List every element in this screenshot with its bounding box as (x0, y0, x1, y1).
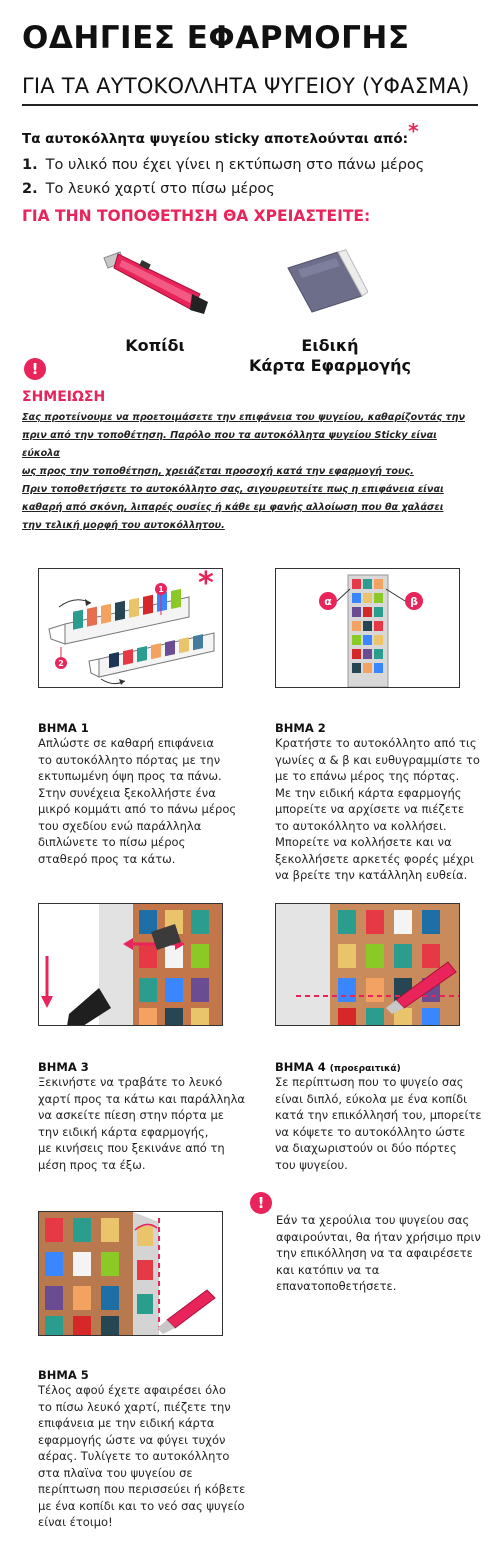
card-label-line: Ειδική (301, 336, 359, 355)
note-heading: ΣΗΜΕΙΩΣΗ (22, 389, 106, 405)
alert-icon: ! (250, 1192, 272, 1214)
marker-alpha: α (324, 595, 332, 608)
knife-label: Κοπίδι (125, 336, 185, 355)
tools-heading: ΓΙΑ ΤΗΝ ΤΟΠΟΘΕΤΗΣΗ ΘΑ ΧΡΕΙΑΣΤΕΙΤΕ: (22, 207, 371, 225)
marker-beta: β (410, 595, 418, 608)
components-list (22, 153, 424, 201)
sticker-strip (49, 589, 214, 677)
marker-2: 2 (58, 659, 64, 668)
asterisk-marker: * (408, 119, 419, 143)
cutter-knife-icon (100, 248, 215, 320)
asterisk-icon: * (198, 566, 214, 601)
title-divider (22, 104, 478, 106)
step3-illustration (38, 903, 223, 1026)
alert-icon: ! (24, 358, 46, 380)
step3-text: ΒΗΜΑ 3 Ξεκινήστε να τραβάτε το λευκό χαρτί προς τα κάτω και παράλληλα να ασκείτε πίεση στην πόρτα με την ειδική κάρτα εφαρμογής, με κινήσεις που ξεκινάνε από τη μέση προς τα έξω. (38, 1060, 248, 1173)
step2-title: ΒΗΜΑ 2 (275, 721, 326, 735)
handle-tip-text: Εάν τα χερούλια του ψυγείου σας αφαιρούνται, θα ήταν χρήσιμο πριν την επικόλληση να τα αφαιρέσετε και κατόπιν να τα επανατοποθετήσετε. (276, 1213, 481, 1293)
card-label (240, 336, 420, 376)
list-item: 2. Το λευκό χαρτί στο πίσω μέρος (22, 181, 275, 197)
list-item: 1. Το υλικό που έχει γίνει η εκτύπωση στο πάνω μέρος (22, 157, 425, 173)
step5-illustration (38, 1211, 223, 1336)
note-body: Σας προτείνουμε να προετοιμάσετε την επιφάνεια του ψυγείου, καθαρίζοντάς την πριν από την τοποθέτηση. Παρόλο που τα αυτοκόλλητα ψυγείου Sticky είναι εύκολα ως προς την τοποθέτηση, χρειάζεται προσοχή κατά την εφαρμογή τους. Πριν τοποθετήσετε το αυτοκόλλητο σας, σιγουρευτείτε πως η επιφάνεια είναι καθαρή από σκόνη, λιπαρές ουσίες ή κάθε εμ φανής αλλοίωση που θα χαλάσει την τελική μορφή του αυτοκόλλητου. (22, 412, 465, 531)
step4-illustration (275, 903, 460, 1026)
step2-text: ΒΗΜΑ 2 Κρατήστε το αυτοκόλλητο από τις γωνίες α & β και ευθυγραμμίστε το με το επάνω μέρος της πόρτας. Με την ειδική κάρτα εφαρμογής μπορείτε να αρχίσετε να πιέζετε το αυτοκόλλητο να κολλήσει. Μπορείτε να κολλήσετε και να ξεκολλήσετε αρκετές φορές μέχρι να βρείτε την κατάλληλη ευθεία. (275, 721, 490, 884)
step2-illustration (275, 568, 460, 688)
step3-title: ΒΗΜΑ 3 (38, 1060, 89, 1074)
card-label-line: Κάρτα Εφαρμογής (248, 356, 412, 375)
page-title: ΟΔΗΓΙΕΣ ΕΦΑΡΜΟΓΗΣ (22, 20, 410, 56)
step1-text: ΒΗΜΑ 1 Απλώστε σε καθαρή επιφάνεια το αυτοκόλλητο πόρτας με την εκτυπωμένη όψη προς τα πάνω. Στην συνέχεια ξεκολλήστε ένα μικρό κομμάτι από το πάνω μέρος του σχεδίου ενώ παράλληλα διπλώνετε το πίσω μέρος σταθερό προς τα κάτω. (38, 721, 237, 866)
step5-text: ΒΗΜΑ 5 Τέλος αφού έχετε αφαιρέσει όλο το πίσω λευκό χαρτί, πιέζετε την επιφάνεια με την ειδική κάρτα εφαρμογής ώστε να φύγει τυχόν αέρας. Τυλίγετε το αυτοκόλλητο στα πλαϊνα του ψυγείου σε περίπτωση που περισσεύει ή κόβετε με ένα κοπίδι και το νεό σας ψυγείο είναι έτοιμο! (38, 1368, 253, 1531)
intro-text (22, 119, 419, 148)
step5-title: ΒΗΜΑ 5 (38, 1368, 89, 1382)
application-card-icon (278, 248, 368, 316)
step4-text: ΒΗΜΑ 4 (προεραιτικά) Σε περίπτωση που το ψυγείο σας είναι διπλό, εύκολα με ένα κοπίδι κατά την επικόλλησή του, μπορείτε να κόψετε το αυτοκόλλητο ώστε να διαχωριστούν οι δύο πόρτες του ψυγείου. (275, 1060, 490, 1173)
step1-title: ΒΗΜΑ 1 (38, 721, 89, 735)
intro-label: Τα αυτοκόλλητα ψυγείου sticky αποτελούνται από: (22, 131, 409, 147)
step4-title: ΒΗΜΑ 4 (προεραιτικά) (275, 1060, 401, 1074)
page-subtitle: ΓΙΑ ΤΑ ΑΥΤΟΚΟΛΛΗΤΑ ΨΥΓΕΙΟΥ (ΥΦΑΣΜΑ) (22, 74, 470, 98)
marker-1: 1 (158, 585, 164, 594)
step1-illustration (38, 568, 223, 688)
